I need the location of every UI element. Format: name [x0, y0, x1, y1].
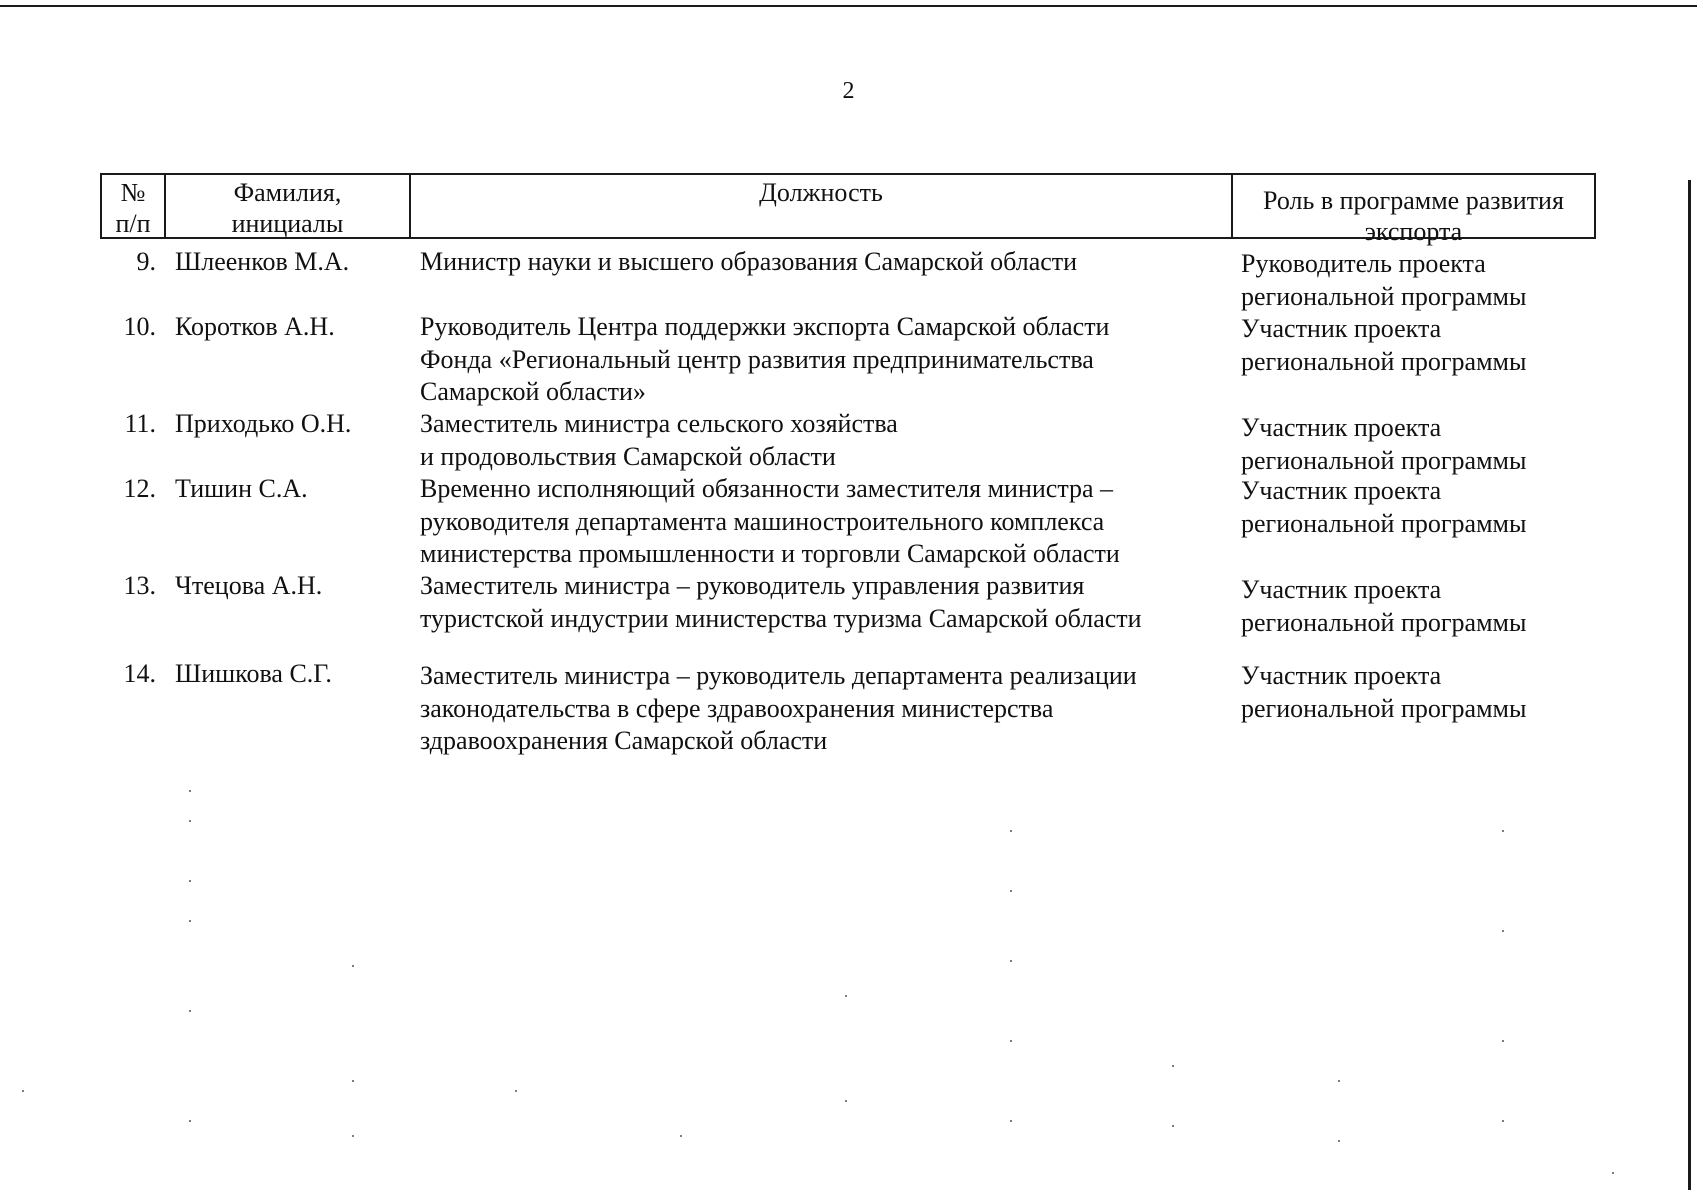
header-role: Роль в программе развития экспорта — [1263, 186, 1564, 246]
scan-speck — [352, 1080, 354, 1082]
scan-speck — [189, 920, 191, 922]
row-name: Приходько О.Н. — [175, 409, 352, 438]
scan-speck — [1010, 960, 1012, 962]
row-name: Коротков А.Н. — [175, 312, 335, 341]
row-name: Шишкова С.Г. — [175, 659, 332, 688]
scan-speck — [1502, 830, 1504, 832]
scan-speck — [845, 995, 847, 997]
scan-speck — [352, 1135, 354, 1137]
row-num: 10. — [123, 312, 156, 341]
header-name: Фамилия, инициалы — [166, 175, 411, 237]
scan-edge — [1688, 180, 1691, 1190]
row-role: Участник проекта региональной программы — [1241, 476, 1527, 538]
row-name: Чтецова А.Н. — [175, 571, 323, 600]
scan-speck — [1502, 930, 1504, 932]
row-role: Участник проекта региональной программы — [1241, 575, 1527, 637]
row-position: Руководитель Центра поддержки экспорта Самарской области Фонда «Региональный центр развития предпринимательства Самарской области» — [420, 312, 1110, 406]
scan-speck — [189, 820, 191, 822]
table-header — [100, 173, 1596, 246]
scan-speck — [189, 1010, 191, 1012]
row-name: Тишин С.А. — [175, 474, 308, 503]
scan-speck — [845, 1100, 847, 1102]
top-rule — [0, 5, 1697, 7]
scan-speck — [189, 790, 191, 792]
scan-speck — [680, 1135, 682, 1137]
header-num: № п/п — [102, 175, 166, 237]
scan-speck — [189, 1120, 191, 1122]
row-position: Заместитель министра сельского хозяйства и продовольствия Самарской области — [420, 409, 898, 471]
scan-speck — [1502, 1120, 1504, 1122]
participants-table — [100, 173, 1596, 755]
scan-speck — [1010, 890, 1012, 892]
row-position: Заместитель министра – руководитель управления развития туристской индустрии министерства туризма Самарской области — [420, 571, 1142, 633]
row-role: Участник проекта региональной программы — [1241, 314, 1527, 376]
row-num: 11. — [124, 409, 156, 438]
scan-speck — [1172, 1125, 1174, 1127]
row-role: Участник проекта региональной программы — [1241, 413, 1527, 475]
scan-speck — [352, 965, 354, 967]
scan-speck — [1612, 1172, 1614, 1174]
row-num: 9. — [136, 247, 156, 276]
scan-speck — [1010, 1120, 1012, 1122]
row-role: Участник проекта региональной программы — [1241, 661, 1527, 723]
scan-speck — [1172, 1065, 1174, 1067]
scan-speck — [189, 880, 191, 882]
row-name: Шлеенков М.А. — [175, 247, 350, 276]
scan-speck — [1010, 1040, 1012, 1042]
page-number: 2 — [842, 78, 855, 104]
row-num: 12. — [123, 474, 156, 503]
row-position: Министр науки и высшего образования Самарской области — [420, 247, 1078, 276]
row-role: Руководитель проекта региональной программы — [1241, 249, 1527, 311]
scan-speck — [1502, 1040, 1504, 1042]
row-position: Заместитель министра – руководитель департамента реализации законодательства в сфере здравоохранения министерства здравоохранения Самарской области — [420, 661, 1137, 755]
scan-speck — [22, 1090, 24, 1092]
scan-speck — [1338, 1140, 1340, 1142]
header-position: Должность — [411, 175, 1233, 237]
row-num: 14. — [123, 659, 156, 688]
scan-speck — [1338, 1080, 1340, 1082]
row-num: 13. — [123, 571, 156, 600]
scan-speck — [1010, 830, 1012, 832]
row-position: Временно исполняющий обязанности заместителя министра – руководителя департамента машиностроительного комплекса министерства промышленности и торговли Самарской области — [420, 474, 1120, 568]
scan-speck — [515, 1090, 517, 1092]
